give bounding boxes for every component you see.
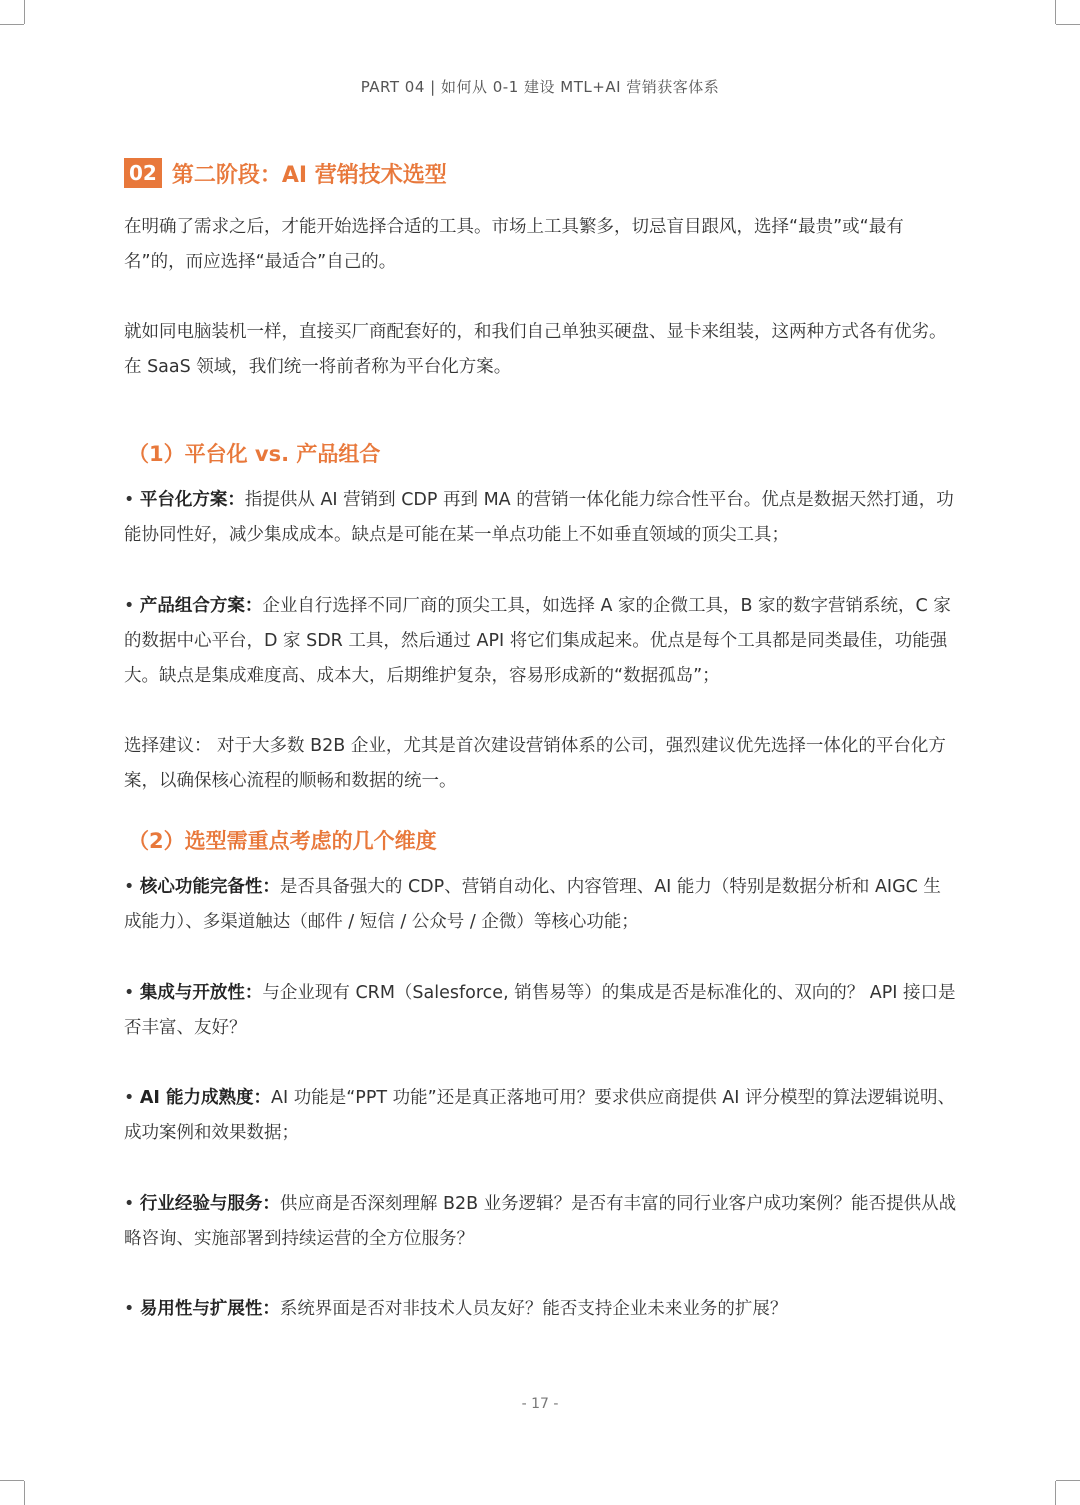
crop-mark xyxy=(0,24,24,25)
subsection-heading: （2）选型需重点考虑的几个维度 xyxy=(128,829,437,853)
crop-mark xyxy=(24,1481,25,1505)
bullet-text: 指提供从 AI 营销到 CDP 再到 MA 的营销一体化能力综合性平台。优点是数据天然打通，功能协同性好，减少集成成本。缺点是可能在某一单点功能上不如垂直领域的顶尖工具； xyxy=(124,490,954,545)
bullet-text: 是否具备强大的 CDP、营销自动化、内容管理、AI 能力（特别是数据分析和 AIGC 生成能力）、多渠道触达（邮件 / 短信 / 公众号 / 企微）等核心功能； xyxy=(124,877,941,932)
bullet-item: • 平台化方案：指提供从 AI 营销到 CDP 再到 MA 的营销一体化能力综合性平台。优点是数据天然打通，功能协同性好，减少集成成本。缺点是可能在某一单点功能上不如垂直领域的顶尖工具； xyxy=(124,490,954,545)
crop-mark xyxy=(0,1480,24,1481)
bullet-label: AI 能力成熟度： xyxy=(139,1088,272,1108)
bullet-text: 供应商是否深刻理解 B2B 业务逻辑？是否有丰富的同行业客户成功案例？能否提供从战略咨询、实施部署到持续运营的全方位服务？ xyxy=(124,1194,957,1249)
bullet-label: 行业经验与服务： xyxy=(139,1194,280,1214)
bullet-item: • AI 能力成熟度：AI 功能是“PPT 功能”还是真正落地可用？要求供应商提供 AI 评分模型的算法逻辑说明、成功案例和效果数据； xyxy=(124,1088,955,1143)
bullet-text: 与企业现有 CRM（Salesforce, 销售易等）的集成是否是标准化的、双向的？ API 接口是否丰富、友好？ xyxy=(124,983,956,1038)
intro-paragraph: 在明确了需求之后，才能开始选择合适的工具。市场上工具繁多，切忌盲目跟风，选择“最贵”或“最有名”的，而应选择“最适合”自己的。 xyxy=(124,217,904,272)
suggestion-paragraph: 选择建议： 对于大多数 B2B 企业，尤其是首次建设营销体系的公司，强烈建议优先选择一体化的平台化方案，以确保核心流程的顺畅和数据的统一。 xyxy=(124,736,946,791)
bullet-item: • 行业经验与服务：供应商是否深刻理解 B2B 业务逻辑？是否有丰富的同行业客户成功案例？能否提供从战略咨询、实施部署到持续运营的全方位服务？ xyxy=(124,1194,957,1249)
crop-mark xyxy=(1055,0,1056,24)
crop-mark xyxy=(24,0,25,24)
bullet-text: 系统界面是否对非技术人员友好？能否支持企业未来业务的扩展？ xyxy=(279,1299,788,1319)
bullet-text: AI 功能是“PPT 功能”还是真正落地可用？要求供应商提供 AI 评分模型的算法逻辑说明、成功案例和效果数据； xyxy=(124,1088,955,1143)
section-number-badge: 02 xyxy=(124,158,162,188)
page-number: - 17 - xyxy=(521,1396,559,1412)
section-title-text: 第二阶段：AI 营销技术选型 xyxy=(171,162,447,188)
bullet-item: • 集成与开放性：与企业现有 CRM（Salesforce, 销售易等）的集成是否是标准化的、双向的？ API 接口是否丰富、友好？ xyxy=(124,983,956,1038)
subsection-heading: （1）平台化 vs. 产品组合 xyxy=(128,442,381,466)
bullet-label: 易用性与扩展性： xyxy=(139,1299,280,1319)
crop-mark xyxy=(1055,1481,1056,1505)
bullet-item: • 产品组合方案：企业自行选择不同厂商的顶尖工具，如选择 A 家的企微工具，B 家的数字营销系统，C 家的数据中心平台，D 家 SDR 工具，然后通过 API 将它们集成起来。优点是每个工具都是同类最佳，功能强大。缺点是集成难度高、成本大，后期维护复杂，容易形成新的“数据孤岛”； xyxy=(124,596,951,686)
bullet-text: 企业自行选择不同厂商的顶尖工具，如选择 A 家的企微工具，B 家的数字营销系统，C 家的数据中心平台，D 家 SDR 工具，然后通过 API 将它们集成起来。优点是每个工具都是同类最佳，功能强大。缺点是集成难度高、成本大，后期维护复杂，容易形成新的“数据孤岛”； xyxy=(124,596,951,686)
bullet-label: 集成与开放性： xyxy=(139,983,263,1003)
crop-mark xyxy=(1056,1480,1080,1481)
running-header: PART 04 | 如何从 0-1 建设 MTL+AI 营销获客体系 xyxy=(360,78,720,96)
bullet-label: 平台化方案： xyxy=(139,490,245,510)
bullet-label: 产品组合方案： xyxy=(139,596,263,616)
bullet-label: 核心功能完备性： xyxy=(139,877,280,897)
bullet-item: • 易用性与扩展性：系统界面是否对非技术人员友好？能否支持企业未来业务的扩展？ xyxy=(124,1299,788,1319)
intro-paragraph: 就如同电脑装机一样，直接买厂商配套好的，和我们自己单独买硬盘、显卡来组装，这两种方式各有优劣。在 SaaS 领域，我们统一将前者称为平台化方案。 xyxy=(124,322,947,377)
bullet-item: • 核心功能完备性：是否具备强大的 CDP、营销自动化、内容管理、AI 能力（特别是数据分析和 AIGC 生成能力）、多渠道触达（邮件 / 短信 / 公众号 / 企微）等核心功能； xyxy=(124,877,941,932)
section-title xyxy=(124,156,447,190)
crop-mark xyxy=(1056,24,1080,25)
